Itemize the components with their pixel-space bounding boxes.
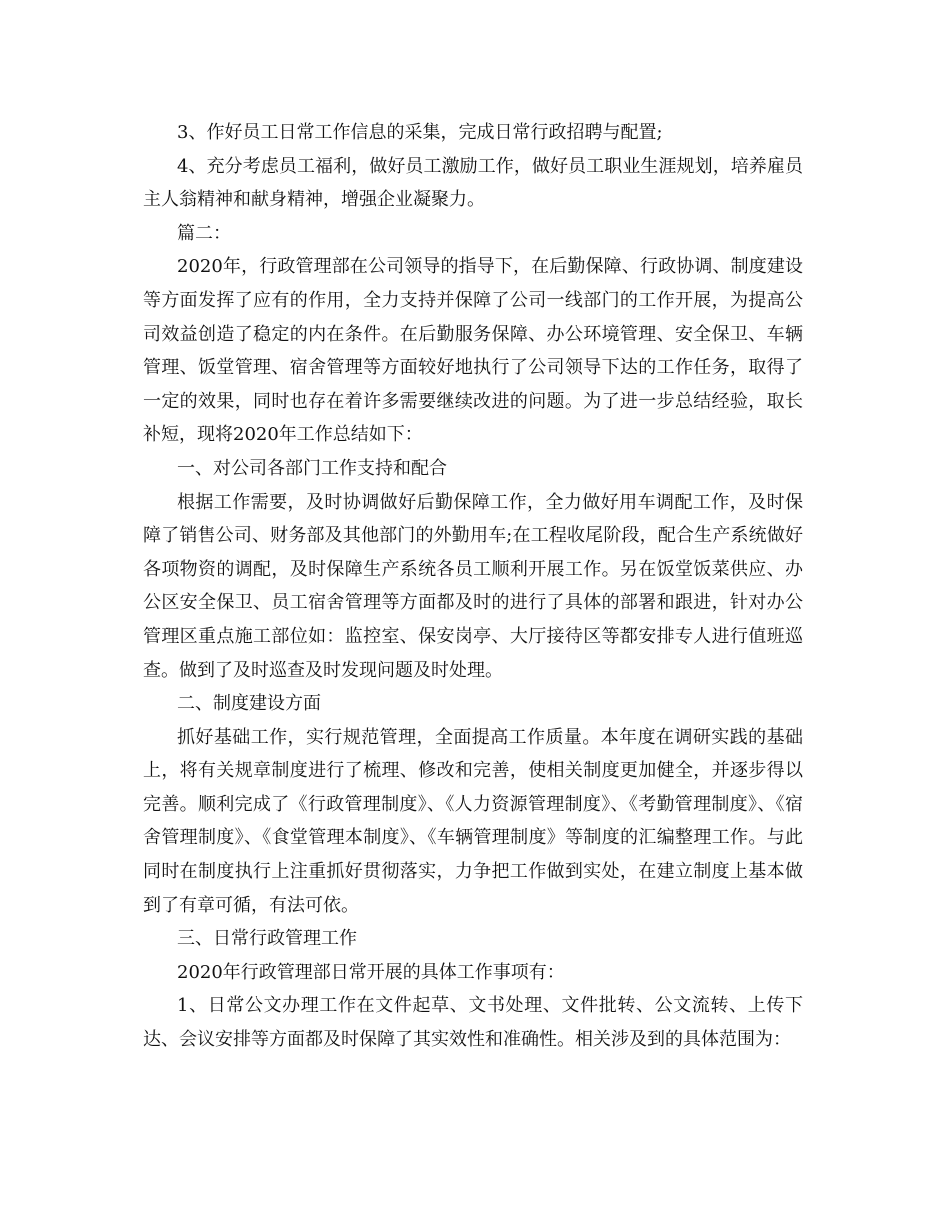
- paragraph-item-3: 3、作好员工日常工作信息的采集，完成日常行政招聘与配置;: [177, 122, 663, 143]
- paragraph-section-3-intro: 2020年行政管理部日常开展的具体工作事项有：: [177, 961, 565, 983]
- paragraph-item-1: 1、日常公文办理工作在文件起草、文书处理、文件批转、公文流转、上传下达、会议安排等方面都及时保障了其实效性和准确性。相关涉及到的具体范围为：: [143, 995, 803, 1051]
- document-body: [143, 116, 803, 1057]
- section-heading-3: 三、日常行政管理工作: [177, 928, 357, 950]
- paragraph-item-4: 4、充分考虑员工福利，做好员工激励工作，做好员工职业生涯规划，培养雇员主人翁精神和献身精神，增强企业凝聚力。: [143, 155, 803, 211]
- section-heading-1: 一、对公司各部门工作支持和配合: [177, 457, 447, 479]
- paragraph-section-2: 抓好基础工作，实行规范管理，全面提高工作质量。本年度在调研实践的基础上，将有关规章制度进行了梳理、修改和完善，使相关制度更加健全，并逐步得以完善。顺利完成了《行政管理制度》、《人力资源管理制度》、《考勤管理制度》、《宿舍管理制度》、《食堂管理本制度》、《车辆管理制度》等制度的汇编整理工作。与此同时在制度执行上注重抓好贯彻落实，力争把工作做到实处，在建立制度上基本做到了有章可循，有法可依。: [143, 726, 803, 916]
- section-heading-2: 二、制度建设方面: [177, 693, 321, 715]
- section-heading-part-two: 篇二：: [177, 222, 231, 244]
- paragraph-section-1: 根据工作需要，及时协调做好后勤保障工作，全力做好用车调配工作，及时保障了销售公司、财务部及其他部门的外勤用车;在工程收尾阶段，配合生产系统做好各项物资的调配，及时保障生产系统各员工顺利开展工作。另在饭堂饭菜供应、办公区安全保卫、员工宿舍管理等方面都及时的进行了具体的部署和跟进，针对办公管理区重点施工部位如：监控室、保安岗亭、大厅接待区等都安排专人进行值班巡查。做到了及时巡查及时发现问题及时处理。: [143, 491, 803, 681]
- paragraph-intro: 2020年，行政管理部在公司领导的指导下，在后勤保障、行政协调、制度建设等方面发挥了应有的作用，全力支持并保障了公司一线部门的工作开展，为提高公司效益创造了稳定的内在条件。在后勤服务保障、办公环境管理、安全保卫、车辆管理、饭堂管理、宿舍管理等方面较好地执行了公司领导下达的工作任务，取得了一定的效果，同时也存在着许多需要继续改进的问题。为了进一步总结经验，取长补短，现将2020年工作总结如下：: [143, 256, 803, 446]
